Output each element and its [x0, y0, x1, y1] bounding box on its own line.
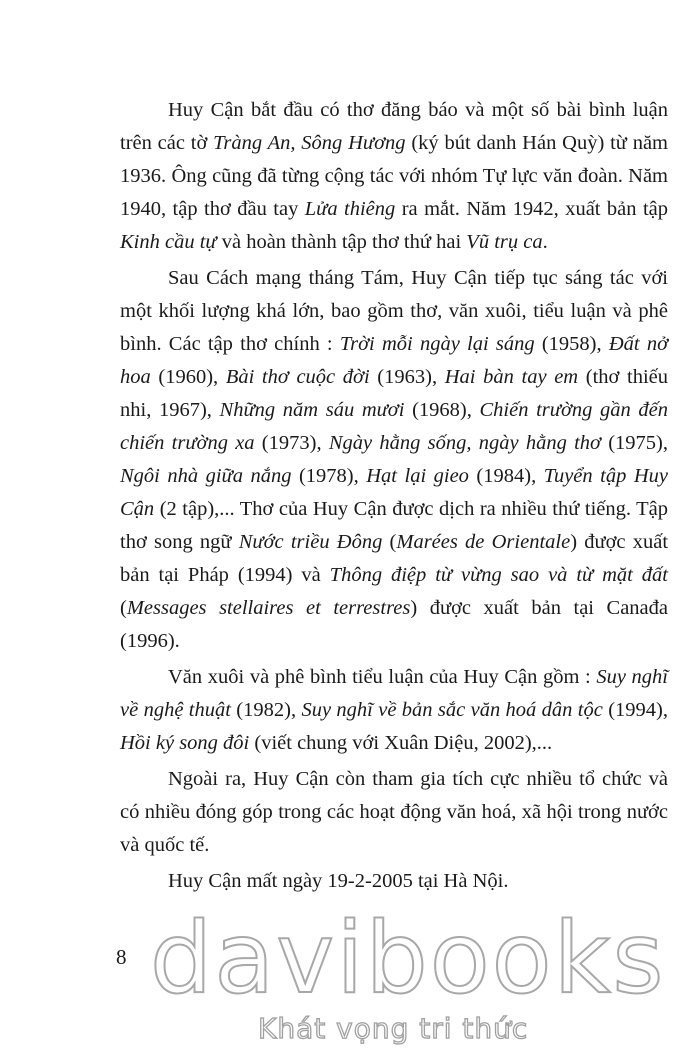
text-run: Văn xuôi và phê bình tiểu luận của Huy Cận gồm :	[168, 666, 597, 688]
italic-title: Lửa thiêng	[304, 198, 396, 220]
italic-title: Ngôi nhà giữa nắng	[120, 465, 292, 487]
italic-title: Ngày hằng sống, ngày hằng thơ	[328, 432, 601, 454]
italic-title: Suy nghĩ về bản sắc văn hoá dân tộc	[301, 699, 603, 721]
text-run: (1968),	[404, 399, 480, 421]
text-run: (1963),	[369, 366, 445, 388]
text-run: (thơ thiếu nhi, 1967),	[120, 366, 668, 421]
paragraph	[120, 865, 668, 898]
text-run: (1975),	[600, 432, 668, 454]
text-run: (1984),	[468, 465, 544, 487]
text-run: (	[382, 531, 397, 553]
page-body	[120, 94, 668, 901]
text-run: (	[120, 597, 127, 619]
text-run: Huy Cận mất ngày 19-2-2005 tại Hà Nội.	[168, 870, 509, 892]
text-run: (1973),	[254, 432, 329, 454]
italic-title: Hai bàn tay em	[444, 366, 579, 388]
text-run: (1982),	[230, 699, 302, 721]
watermark-logo: davibooks	[150, 902, 666, 1016]
text-run: Sau Cách mạng tháng Tám, Huy Cận tiếp tục sáng tác với một khối lượng khá lớn, bao gồm thơ, văn xuôi, tiểu luận và phê bình. Các tập thơ chính :	[120, 267, 668, 355]
text-run: .	[542, 231, 548, 253]
italic-title: Những năm sáu mươi	[219, 399, 405, 421]
italic-title: Bài thơ cuộc đời	[225, 366, 370, 388]
text-run: (1994),	[602, 699, 668, 721]
italic-title: Tràng An, Sông Hương	[213, 132, 406, 154]
italic-title: Messages stellaires et terrestres	[126, 597, 411, 619]
text-run: (1958),	[534, 333, 609, 355]
italic-title: Thông điệp từ vừng sao và từ mặt đất	[329, 564, 668, 586]
text-run: (1960),	[150, 366, 226, 388]
paragraph	[120, 94, 668, 259]
text-run: Ngoài ra, Huy Cận còn tham gia tích cực nhiều tổ chức và có nhiều đóng góp trong các hoạt động văn hoá, xã hội trong nước và quốc tế.	[120, 768, 668, 856]
paragraph	[120, 262, 668, 658]
italic-title: Nước triều Đông	[238, 531, 383, 553]
text-run: (1978),	[291, 465, 367, 487]
page-footer	[0, 901, 700, 1055]
italic-title: Suy nghĩ về nghệ thuật	[120, 666, 668, 721]
italic-title: Kinh cầu tự	[120, 231, 217, 253]
text-run: ra mắt. Năm 1942, xuất bản tập	[395, 198, 669, 220]
text-run: Huy Cận bắt đầu có thơ đăng báo và một số bài bình luận trên các tờ	[120, 99, 668, 154]
text-run: và hoàn thành tập thơ thứ hai	[216, 231, 467, 253]
italic-title: Chiến trường gần đến chiến trường xa	[120, 399, 669, 454]
italic-title: Marées de Orientale	[396, 531, 571, 553]
italic-title: Tuyển tập Huy Cận	[120, 465, 668, 520]
text-run: ) được xuất bản tại Canađa (1996).	[120, 597, 668, 652]
italic-title: Trời mỗi ngày lại sáng	[339, 333, 535, 355]
watermark-slogan: Khát vọng tri thức	[258, 1012, 529, 1045]
text-run: (ký bút danh Hán Quỳ) từ năm 1936. Ông cũng đã từng cộng tác với nhóm Tự lực văn đoàn. Năm 1940, tập thơ đầu tay	[120, 132, 668, 220]
page-number: 8	[116, 945, 127, 969]
italic-title: Hồi ký song đôi	[120, 732, 250, 754]
text-run: ) được xuất bản tại Pháp (1994) và	[120, 531, 669, 586]
italic-title: Vũ trụ ca	[466, 231, 543, 253]
text-run: (2 tập),... Thơ của Huy Cận được dịch ra nhiều thứ tiếng. Tập thơ song ngữ	[120, 498, 668, 553]
text-run: (viết chung với Xuân Diệu, 2002),...	[249, 732, 553, 754]
paragraph	[120, 763, 668, 862]
italic-title: Đất nở hoa	[120, 333, 669, 388]
italic-title: Hạt lại gieo	[366, 465, 469, 487]
paragraph	[120, 661, 668, 760]
